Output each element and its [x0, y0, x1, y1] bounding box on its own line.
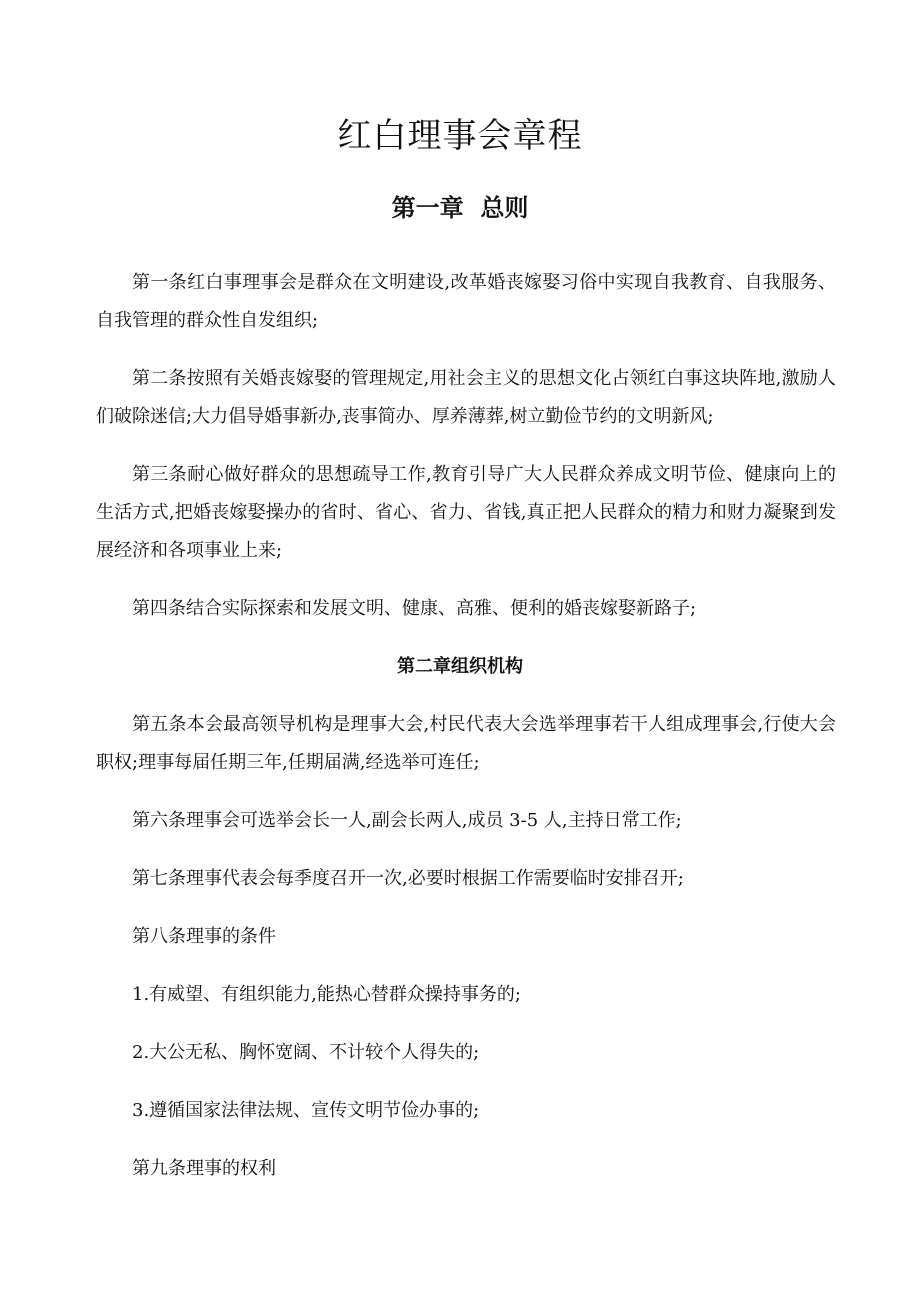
- article-3: 第三条耐心做好群众的思想疏导工作,教育引导广大人民群众养成文明节俭、健康向上的生活方式,把婚丧嫁娶操办的省时、省心、省力、省钱,真正把人民群众的精力和财力凝聚到发展经济和各项事业上来;: [96, 464, 836, 561]
- article-8-item-2: 2.大公无私、胸怀宽阔、不计较个人得失的;: [132, 1042, 480, 1063]
- article-1: 第一条红白事理事会是群众在文明建设,改革婚丧嫁娶习俗中实现自我教育、自我服务、自我管理的群众性自发组织;: [96, 272, 836, 331]
- chapter-2-heading: 第二章组织机构: [397, 656, 523, 677]
- article-4: 第四条结合实际探索和发展文明、健康、高雅、便利的婚丧嫁娶新路子;: [132, 598, 697, 619]
- document-title: 红白理事会章程: [337, 116, 583, 156]
- article-5: 第五条本会最高领导机构是理事大会,村民代表大会选举理事若干人组成理事会,行使大会职权;理事每届任期三年,任期届满,经选举可连任;: [96, 714, 836, 773]
- article-8-item-3: 3.遵循国家法律法规、宣传文明节俭办事的;: [132, 1100, 480, 1121]
- article-7: 第七条理事代表会每季度召开一次,必要时根据工作需要临时安排召开;: [132, 868, 684, 889]
- article-8: 第八条理事的条件: [132, 926, 276, 947]
- chapter-1-heading: 第一章 总则: [391, 194, 529, 222]
- article-8-item-1: 1.有威望、有组织能力,能热心替群众操持事务的;: [132, 984, 521, 1005]
- article-6: 第六条理事会可选举会长一人,副会长两人,成员 3-5 人,主持日常工作;: [132, 810, 682, 831]
- article-9: 第九条理事的权利: [132, 1158, 276, 1179]
- article-2: 第二条按照有关婚丧嫁娶的管理规定,用社会主义的思想文化占领红白事这块阵地,激励人们破除迷信;大力倡导婚事新办,丧事简办、厚养薄葬,树立勤俭节约的文明新风;: [96, 368, 836, 427]
